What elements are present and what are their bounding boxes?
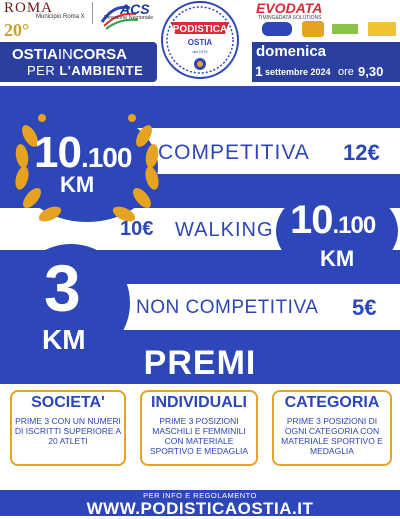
header-divider bbox=[92, 2, 93, 24]
sponsor-logos-icon bbox=[262, 20, 400, 38]
race2-distance: 10.100 bbox=[290, 198, 376, 242]
race2-price: 10€ bbox=[120, 218, 154, 240]
prize-description: PRIME 3 POSIZIONI DI OGNI CATEGORIA CON MATERIALE SPORTIVO E MEDAGLIA bbox=[281, 416, 383, 456]
acs-logo-text: ACS bbox=[120, 1, 150, 17]
roma-municipio-text: Municipio Roma X bbox=[36, 14, 85, 20]
date-day: domenica bbox=[256, 43, 327, 60]
edition-number: 20° bbox=[4, 20, 30, 40]
race1-distance: 10.100 bbox=[34, 128, 132, 177]
prize-title: INDIVIDUALI bbox=[151, 394, 247, 411]
date-month: settembre 2024 bbox=[265, 67, 331, 77]
footer-info-text: PER INFO E REGOLAMENTO bbox=[143, 491, 257, 500]
prize-title: SOCIETA' bbox=[31, 394, 105, 411]
prize-description: PRIME 3 CON UN NUMERI DI ISCRITTI SUPERIORE A 20 ATLETI bbox=[14, 416, 122, 446]
svg-text:dal 1979: dal 1979 bbox=[192, 49, 208, 54]
prize-box-categoria bbox=[272, 390, 392, 466]
roma-logo-text: ROMA bbox=[4, 0, 54, 16]
date-number: 1 bbox=[255, 63, 263, 79]
evodata-sub-text: TIMING&DATA SOLUTIONS bbox=[258, 15, 322, 21]
event-subtitle: PER L'AMBIENTE bbox=[27, 63, 144, 78]
footer-website-link[interactable]: WWW.PODISTICAOSTIA.IT bbox=[86, 499, 314, 518]
svg-text:PODISTICA: PODISTICA bbox=[172, 24, 228, 35]
prize-box-individuali bbox=[140, 390, 258, 466]
race3-price: 5€ bbox=[352, 295, 377, 320]
prize-box-societa bbox=[10, 390, 126, 466]
podistica-ostia-logo-icon bbox=[159, 0, 241, 80]
race3-unit: KM bbox=[42, 324, 86, 355]
race1-unit: KM bbox=[60, 172, 95, 197]
race3-distance: 3 bbox=[44, 251, 81, 325]
prize-title: CATEGORIA bbox=[284, 394, 380, 411]
prize-description: PRIME 3 POSIZIONI MASCHILI E FEMMINILI CON MATERIALE SPORTIVO E MEDAGLIA bbox=[149, 416, 249, 456]
race2-unit: KM bbox=[320, 246, 355, 271]
race1-category: COMPETITIVA bbox=[158, 141, 310, 164]
race1-price: 12€ bbox=[343, 140, 380, 165]
race3-category: NON COMPETITIVA bbox=[136, 297, 319, 318]
evodata-logo-text: EVODATA bbox=[256, 0, 323, 16]
race2-category: WALKING bbox=[175, 219, 274, 241]
prizes-title: PREMI bbox=[143, 344, 257, 382]
date-ore-label: ore bbox=[338, 66, 354, 78]
acs-sub-text: Direzione Nazionale bbox=[104, 15, 154, 21]
svg-text:OSTIA: OSTIA bbox=[187, 38, 213, 47]
event-title: OSTIAINCORSA bbox=[12, 46, 128, 63]
date-time: 9,30 bbox=[358, 64, 384, 79]
